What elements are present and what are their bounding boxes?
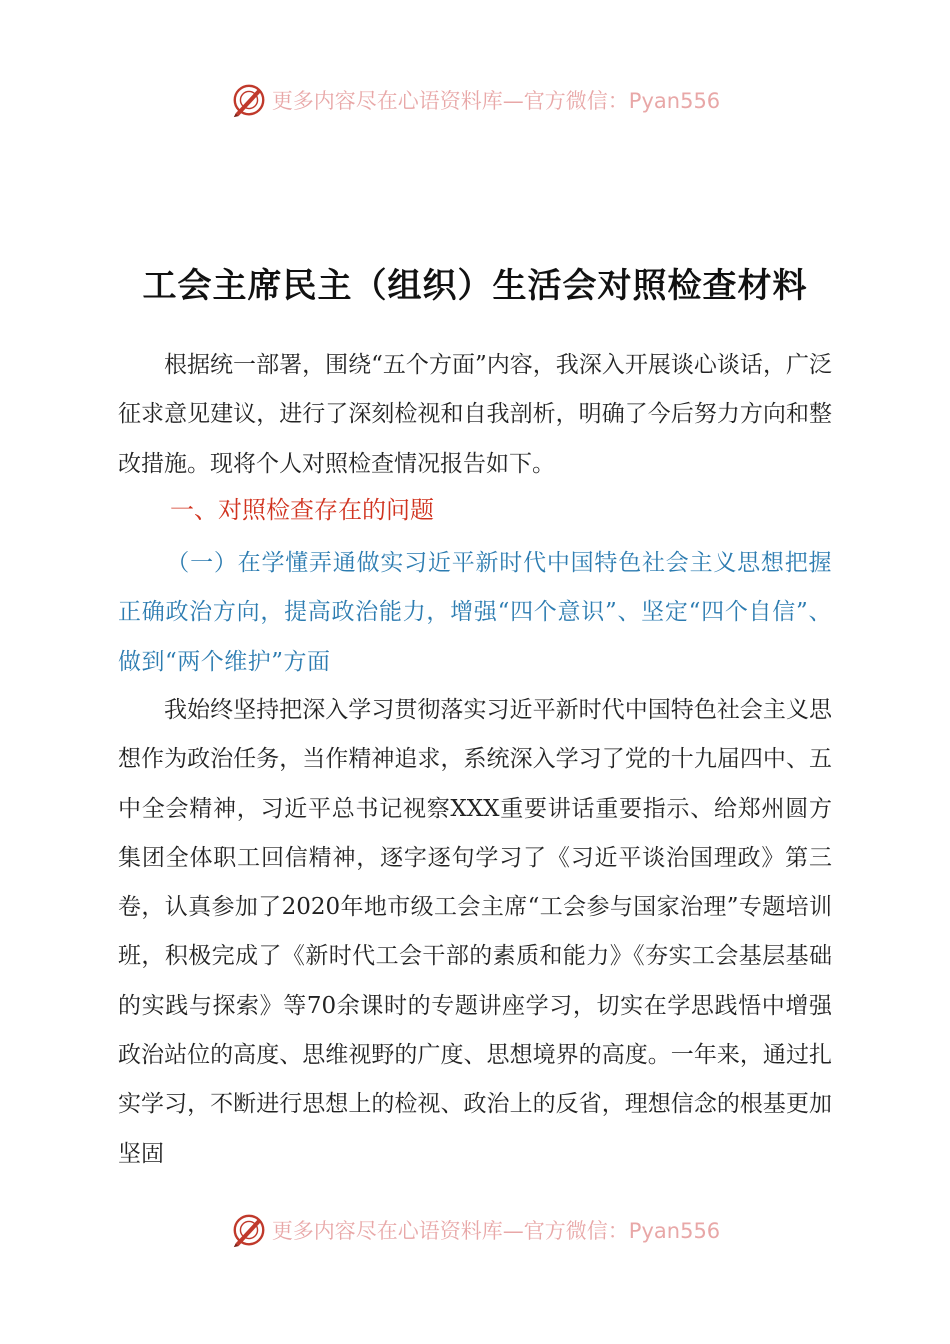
- document-title: 工会主席民主（组织）生活会对照检查材料: [142, 266, 808, 306]
- header-banner: [0, 78, 950, 122]
- body-paragraph: 我始终坚持把深入学习贯彻落实习近平新时代中国特色社会主义思想作为政治任务，当作精神追求，系统深入学习了党的十九届四中、五中全会精神，习近平总书记视察XXX重要讲话重要指示、给郑州圆方集团全体职工回信精神，逐字逐句学习了《习近平谈治国理政》第三卷，认真参加了2020年地市级工会主席“工会参与国家治理”专题培训班，积极完成了《新时代工会干部的素质和能力》《夯实工会基层基础的实践与探索》等70余课时的专题讲座学习，切实在学思践悟中增强政治站位的高度、思维视野的广度、思想境界的高度。一年来，通过扎实学习，不断进行思想上的检视、政治上的反省，理想信念的根基更加坚固: [118, 697, 832, 1167]
- banner-text: 更多内容尽在心语资料库—官方微信：Pyan556: [271, 1219, 721, 1243]
- pen-circle-logo-icon: [230, 1211, 268, 1249]
- section-heading: 一、对照检查存在的问题: [170, 496, 434, 524]
- subsection-heading: （一）在学懂弄通做实习近平新时代中国特色社会主义思想把握正确政治方向，提高政治能力，增强“四个意识”、坚定“四个自信”、做到“两个维护”方面: [118, 550, 832, 675]
- banner-text: 更多内容尽在心语资料库—官方微信：Pyan556: [271, 89, 721, 113]
- intro-paragraph: 根据统一部署，围绕“五个方面”内容，我深入开展谈心谈话，广泛征求意见建议，进行了深刻检视和自我剖析，明确了今后努力方向和整改措施。现将个人对照检查情况报告如下。: [118, 352, 832, 477]
- footer-banner: [0, 1208, 950, 1252]
- pen-circle-logo-icon: [230, 81, 268, 119]
